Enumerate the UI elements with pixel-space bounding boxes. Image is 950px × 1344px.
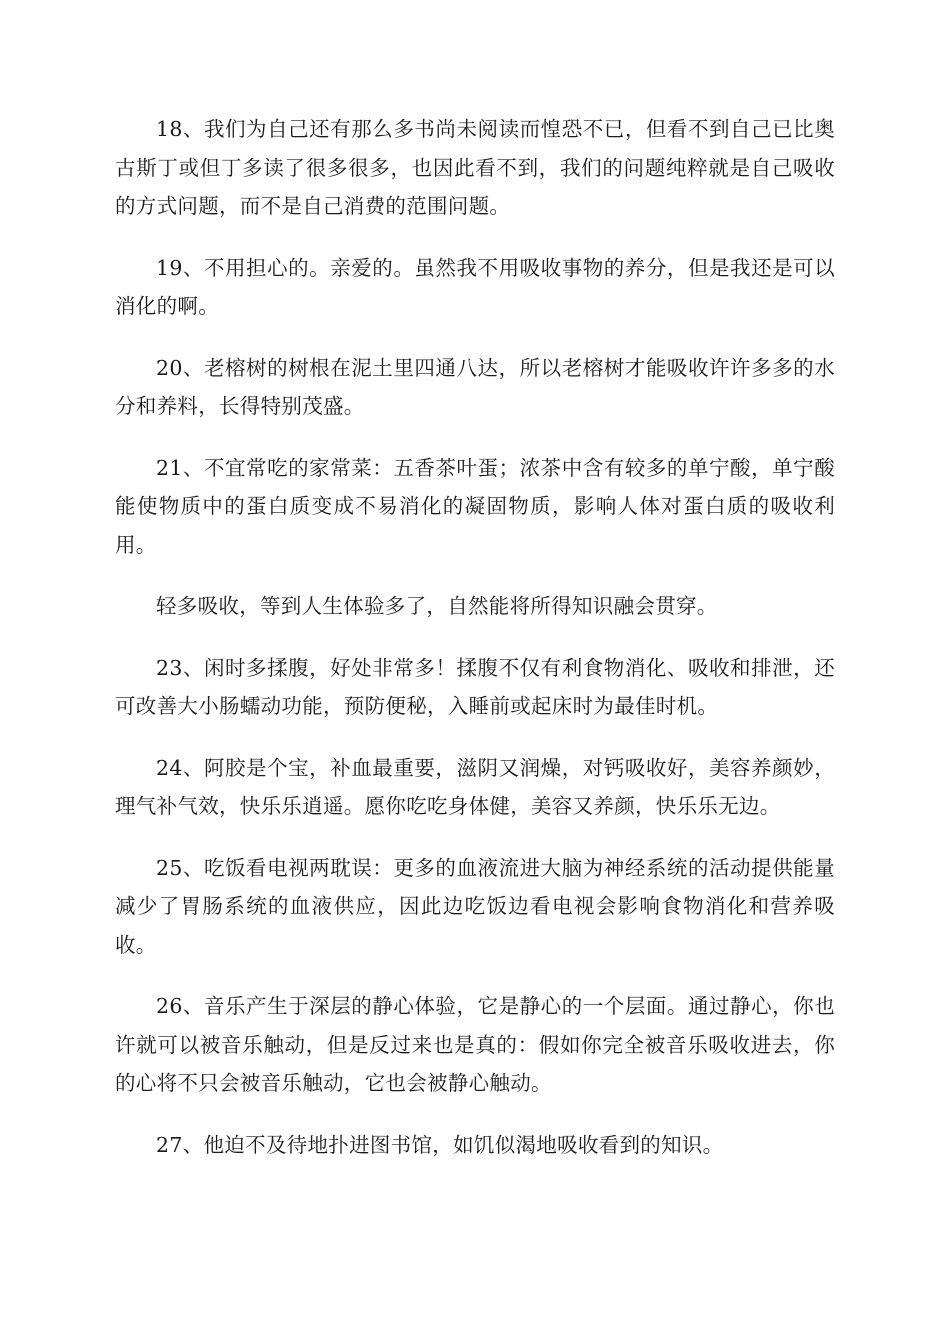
- paragraph-27: 27、他迫不及待地扑进图书馆，如饥似渴地吸收看到的知识。: [156, 1132, 724, 1157]
- paragraph-23: 23、闲时多揉腹，好处非常多！揉腹不仅有利食物消化、吸收和排泄，还可改善大小肠蠕动功能，预防便秘，入睡前或起床时为最佳时机。: [115, 655, 835, 718]
- document-body: [115, 110, 835, 1187]
- paragraph-20: 20、老榕树的树根在泥土里四通八达，所以老榕树才能吸收许许多多的水分和养料，长得特别茂盛。: [115, 355, 835, 418]
- paragraph-26: 26、音乐产生于深层的静心体验，它是静心的一个层面。通过静心，你也许就可以被音乐触动，但是反过来也是真的：假如你完全被音乐吸收进去，你的心将不只会被音乐触动，它也会被静心触动。: [115, 994, 835, 1095]
- paragraph-24: 24、阿胶是个宝，补血最重要，滋阴又润燥，对钙吸收好，美容养颜妙，理气补气效，快乐乐逍遥。愿你吃吃身体健，美容又养颜，快乐乐无边。: [115, 755, 835, 818]
- paragraph-21: 21、不宜常吃的家常菜：五香茶叶蛋；浓茶中含有较多的单宁酸，单宁酸能使物质中的蛋白质变成不易消化的凝固物质，影响人体对蛋白质的吸收利用。: [115, 455, 835, 557]
- paragraph-25: 25、吃饭看电视两耽误：更多的血液流进大脑为神经系统的活动提供能量减少了胃肠系统的血液供应，因此边吃饭边看电视会影响食物消化和营养吸收。: [115, 855, 835, 957]
- paragraph-22: 轻多吸收，等到人生体验多了，自然能将所得知识融会贯穿。: [156, 594, 718, 618]
- paragraph-18: 18、我们为自己还有那么多书尚未阅读而惶恐不已，但看不到自己已比奥古斯丁或但丁多读了很多很多，也因此看不到，我们的问题纯粹就是自己吸收的方式问题，而不是自己消费的范围问题。: [115, 117, 835, 218]
- paragraph-19: 19、不用担心的。亲爱的。虽然我不用吸收事物的养分，但是我还是可以消化的啊。: [115, 255, 835, 318]
